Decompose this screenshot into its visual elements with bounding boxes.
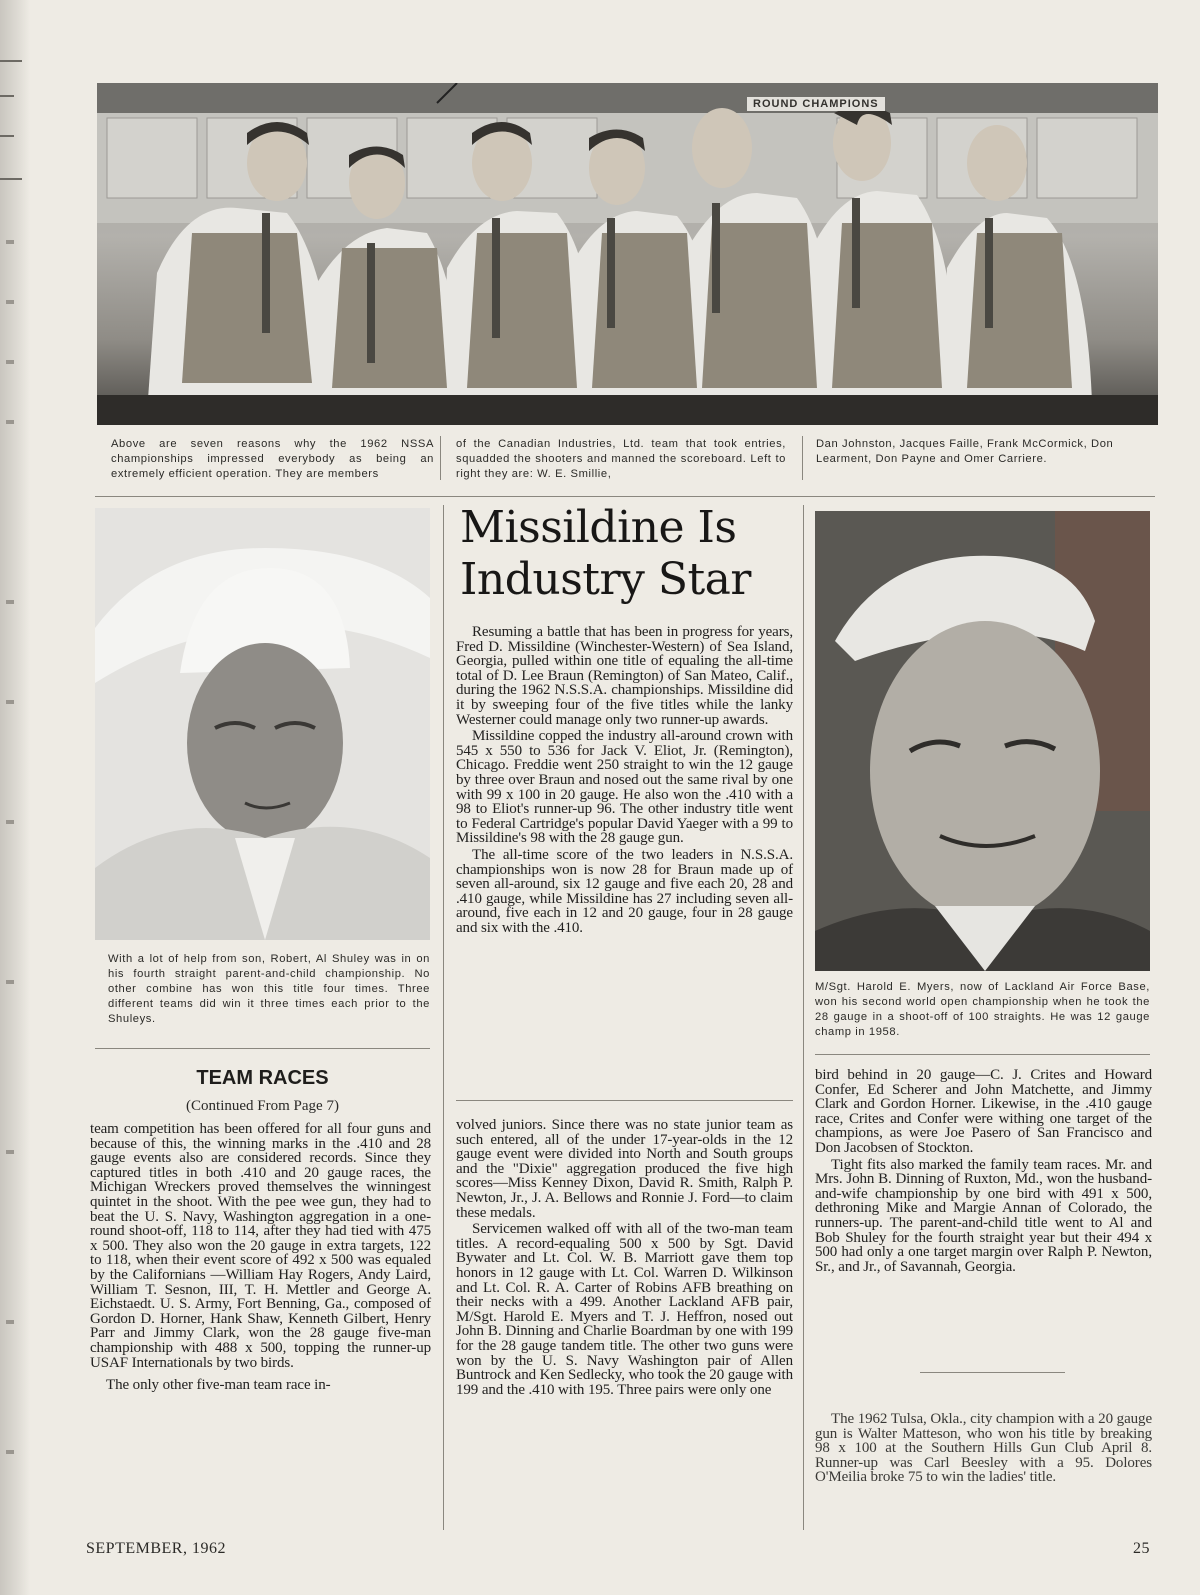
paragraph: Tight fits also marked the family team races. Mr. and Mrs. John B. Dinning of Ruxton, Md., won the husband-and-wife championship by one bird with 491 x 500, dethroning Mike and Margie Annan of Colorado, the runners-up. The parent-and-child title went to Al and Bob Shuley for the fourth straight year but their 494 x 500 had only a one target margin over Ralph P. Newton, Sr., and Jr., of Savannah, Georgia. xyxy=(815,1156,1152,1275)
section-divider xyxy=(815,1054,1150,1055)
group-photo-caption-col1: Above are seven reasons why the 1962 NSSA championships impressed everybody as being an extremely efficient operation. They are members xyxy=(111,438,434,480)
harold-myers-portrait xyxy=(815,511,1150,971)
section-divider xyxy=(95,1048,430,1049)
spine-tick xyxy=(6,980,14,984)
issue-date: SEPTEMBER, 1962 xyxy=(86,1540,226,1557)
caption-divider xyxy=(802,436,803,480)
spine-edge-mark xyxy=(0,95,14,97)
al-shuley-portrait-drawing xyxy=(95,508,430,940)
article-headline: Missildine Is Industry Star xyxy=(460,502,751,605)
paragraph: bird behind in 20 gauge—C. J. Crites and Howard Confer, Ed Scherer and John Matchette, and Jimmy Clark and Gordon Horner. Likewise, in the .410 gauge race, Crites and Confer were withing one target of the champions, as were Joe Pasero of San Francisco and Don Jacobsen of Stockton. xyxy=(815,1067,1152,1156)
column-divider xyxy=(443,505,444,1530)
continued-from-note: (Continued From Page 7) xyxy=(186,1098,339,1114)
spine-tick xyxy=(6,360,14,364)
team-races-text-middle xyxy=(456,1118,793,1399)
harold-myers-portrait-drawing xyxy=(815,511,1150,971)
paragraph: Resuming a battle that has been in progress for years, Fred D. Missildine (Winchester-Western) of Sea Island, Georgia, pulled within one title of equaling the all-time total of D. Lee Braun (Remington) of San Mateo, Calif., during the 1962 N.S.S.A. championships. Missildine did it by sweeping four of the five titles while the lanky Westerner could manage only two runner-up awards. xyxy=(456,624,793,728)
team-races-text-left xyxy=(90,1122,431,1395)
team-group-photo xyxy=(97,83,1158,425)
spine-tick xyxy=(6,1150,14,1154)
article-text xyxy=(456,625,793,937)
team-races-heading: TEAM RACES xyxy=(196,1067,329,1089)
spine-tick xyxy=(6,240,14,244)
section-divider xyxy=(920,1372,1065,1373)
section-divider xyxy=(456,1100,793,1101)
paragraph: Missildine copped the industry all-around crown with 545 x 550 to 536 for Jack V. Eliot, Jr. (Remington), Chicago. Freddie went 250 straight to win the 12 gauge by three over Braun and nosed out the same rival by one with 99 x 100 in 20 gauge. He also won the .410 with a 98 to Eliot's runner-up 96. The other industry title went to Federal Cartridge's popular David Yaeger with a 99 to Missildine's 98 with the 28 gauge gun. xyxy=(456,728,793,847)
column-divider xyxy=(803,505,804,1530)
spine-tick xyxy=(6,820,14,824)
paragraph: Servicemen walked off with all of the two-man team titles. A record-equaling 500 x 500 by Sgt. David Bywater and Lt. Col. W. B. Marriott gave them top honors in 12 gauge with Lt. Col. Warren D. Wilkinson and Lt. Col. R. A. Carter of Robins AFB breathing on their necks with a 499. Another Lackland AFB pair, M/Sgt. Harold E. Myers and T. J. Heffron, nosed out John B. Dinning and Charlie Boardman by one with 199 for the 28 gauge tandem title. The other two guns were won by the U. S. Navy Washington pair of Allen Buntrock and Ken Sedlecky, who took the 20 gauge with 199 and the .410 with 195. Three pairs were only one xyxy=(456,1221,793,1398)
spine-tick xyxy=(6,420,14,424)
paragraph: The all-time score of the two leaders in N.S.S.A. championships won is now 28 for Braun made up of seven all-around, six 12 gauge and five each 20, 28 and .410 gauge, while Missildine has 27 including seven all-around, five each in 12 and 20 gauge, four in 28 gauge and six with the .410. xyxy=(456,846,793,936)
al-shuley-portrait xyxy=(95,508,430,940)
paragraph: The only other five-man team race in- xyxy=(106,1377,331,1394)
spine-edge-mark xyxy=(0,178,22,180)
harold-myers-caption: M/Sgt. Harold E. Myers, now of Lackland Air Force Base, won his second world open championship when he took the 28 gauge in a shoot-off of 100 straights. He was 12 gauge champ in 1958. xyxy=(815,981,1150,1038)
paragraph: team competition has been offered for all four guns and because of this, the winning marks in the .410 and 28 gauge events also are considered records. Since they captured titles in both .410 and 20 gauge races, the Michigan Wreckers proved themselves the winningest quintet in the shoot. With the pee wee gun, they had to beat the U. S. Navy, Washington aggregation in a one-round shoot-off, 118 to 114, after they had tied with 475 x 500. They also won the 20 gauge in extra targets, 122 to 118, when their event score of 492 x 500 was equaled by the Californians —William Hay Rogers, Andy Laird, William T. Sesnon, III, T. H. Mettler and George A. Eichstaedt. U. S. Army, Fort Benning, Ga., composed of Gordon D. Horner, Hank Shaw, Kenneth Gilbert, Henry Parr and Jimmy Clark, won the 28 gauge five-man championship with 488 x 500, topping the runner-up USAF Internationals by two birds. xyxy=(90,1121,431,1371)
tulsa-champion-note xyxy=(815,1412,1152,1487)
group-photo-caption-col3: Dan Johnston, Jacques Faille, Frank McCormick, Don Learment, Don Payne and Omer Carriere. xyxy=(816,438,1114,465)
team-group-photo-drawing xyxy=(97,83,1158,425)
caption-divider xyxy=(440,436,441,480)
spine-tick xyxy=(6,700,14,704)
scoreboard-sign: ROUND CHAMPIONS xyxy=(747,97,885,111)
spine-edge-mark xyxy=(0,135,14,137)
team-races-text-right xyxy=(815,1068,1152,1276)
page-number: 25 xyxy=(1133,1540,1150,1557)
spine-edge-mark xyxy=(0,60,22,62)
paragraph: volved juniors. Since there was no state junior team as such entered, all of the under 17-year-olds in the 12 gauge event were divided into North and South groups and the "Dixie" aggregation produced the five high scores—Miss Kenney Dixon, David R. Smith, Ralph P. Newton, Jr., J. A. Bellows and Ronnie J. Ford—to claim these medals. xyxy=(456,1117,793,1221)
spine-tick xyxy=(6,600,14,604)
group-photo-caption-col2: of the Canadian Industries, Ltd. team that took entries, squadded the shooters and manned the scoreboard. Left to right they are: W. E. Smillie, xyxy=(456,438,786,480)
spine-tick xyxy=(6,1450,14,1454)
al-shuley-caption: With a lot of help from son, Robert, Al Shuley was in on his fourth straight parent-and-child championship. No other combine has won this title four times. Three different teams did win it three times each prior to the Shuleys. xyxy=(108,953,430,1025)
spine-tick xyxy=(6,1320,14,1324)
binding-spine xyxy=(0,0,30,1595)
paragraph: The 1962 Tulsa, Okla., city champion with a 20 gauge gun is Walter Matteson, who won his title by breaking 98 x 100 at the Southern Hills Gun Club April 8. Runner-up was Carl Beesley with a 95. Dolores O'Meilia broke 75 to win the ladies' title. xyxy=(815,1411,1152,1486)
spine-tick xyxy=(6,300,14,304)
section-divider xyxy=(95,496,1155,497)
